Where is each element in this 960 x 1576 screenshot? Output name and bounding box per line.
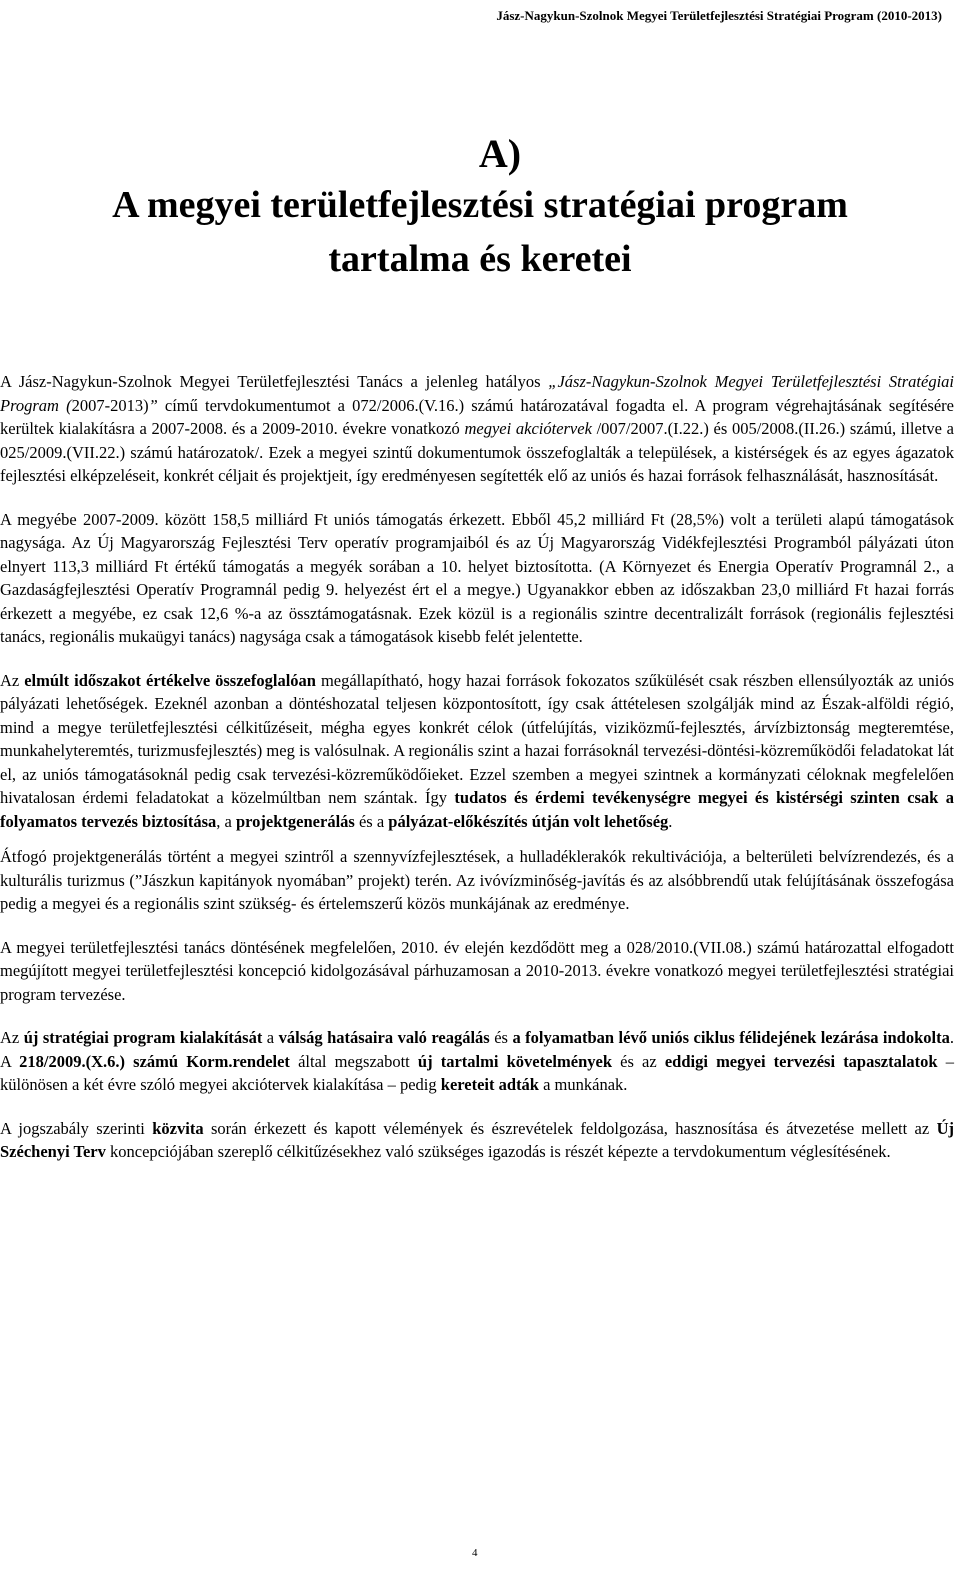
- chapter-title-line-1: A megyei területfejlesztési stratégiai program: [112, 184, 848, 226]
- p3-bold-4: pályázat-előkészítés útján volt lehetőség: [388, 811, 669, 831]
- p6-text-4: . A: [0, 1028, 954, 1071]
- p6-bold-4: 218/2009.(X.6.) számú Korm.rendelet: [19, 1051, 290, 1071]
- paragraph-6: [0, 1026, 954, 1097]
- p1-text-2: című tervdokumentumot a 072/2006.(V.16.) számú határozatával fogadta el. A program végrehajtásának segítésére kerültek kialakításra a 2007-2008. és a 2009-2010. évekre vonatkozó: [0, 395, 954, 438]
- p6-text-2: a: [262, 1028, 279, 1047]
- p1-text-3: /007/2007.(I.22.) és 005/2008.(II.26.) számú, illetve a 025/2009.(VII.22.) számú határozatok/. Ezek a megyei szintű dokumentumok összefoglalták a települések, a kistérségek és az egyes ágazatok fejlesztési elképzeléseit, konkrét céljait és projektjeit, így eredményesen segítették elő az uniós és hazai források felhasználását, hasznosítását.: [0, 419, 954, 485]
- p1-program-years: 2007-2013): [71, 395, 149, 415]
- paragraph-2: A megyébe 2007-2009. között 158,5 milliárd Ft uniós támogatás érkezett. Ebből 45,2 milliárd Ft (28,5%) volt a területi alapú támogatások nagysága. Az Új Magyarország Fejlesztési Terv operatív programjaiból és az Új Magyarország Vidékfejlesztési Programból pályázati úton elnyert 113,3 milliárd Ft értékű támogatás a megyék sorában a 10. helyet biztosította. (A Környezet és Energia Operatív Programnál 2., a Gazdaságfejlesztési Operatív Programnál pedig 9. helyezést ért el a megye.) Ugyanakkor ebben az időszakban 23,0 milliárd Ft hazai forrás érkezett a megyébe, ez csak 12,6 %-a az össztámogatásnak. Ezek közül is a regionális szintre decentralizált források (regionális fejlesztési tanács, regionális mukaügyi tanács) nagysága csak a támogatások kisebb felét jelentette.: [0, 509, 954, 646]
- p3-text-2: megállapítható, hogy hazai források fokozatos szűkülését csak részben ellensúlyozták az uniós pályázati lehetőségek. Ezeknél azonban a döntéshozatal teljesen központosított, így csak áttételesen szolgálják mind az Észak-alföldi régió, mind a megye területfejlesztési célkitűzéseit, mégha egyes konkrét célok (útfelújítás, viziközmű-fejlesztés, árvízbiztonság megteremtése, munkahelyteremtés, turizmusfejlesztés) meg is valósulnak. A regionális szint a hazai forrásoknál tervezési-döntési-közreműködői feladatokat lát el, az uniós támogatásoknál pedig csak tervezési-közreműködőieket. Ezzel szemben a megyei szintnek a kormányzati céloknak megfelelően hivatalosan érdemi feladatokat a közelmúltban nem szántak. Így: [0, 670, 954, 807]
- chapter-title-line-2: tartalma és keretei: [328, 238, 632, 280]
- p3-bold-1: elmúlt időszakot értékelve összefoglalóan: [24, 670, 316, 690]
- p6-text-8: a munkának.: [538, 1075, 628, 1094]
- p3-bold-3: projektgenerálás: [235, 811, 355, 831]
- chapter-letter: A): [478, 131, 522, 176]
- body-text: [0, 370, 954, 1184]
- p7-text-3: koncepciójában szereplő célkitűzésekhez való szükséges igazodás is részét képezte a tervdokumentum véglesítésének.: [105, 1142, 891, 1161]
- p1-quote-close: ”: [148, 395, 165, 415]
- p7-bold-2: Új Széchenyi Terv: [0, 1118, 954, 1161]
- p7-bold-1: közvita: [152, 1118, 204, 1138]
- p1-program-title: „Jász-Nagykun-Szolnok Megyei Területfejlesztési Stratégiai Program (: [0, 372, 954, 415]
- paragraph-3: [0, 669, 954, 834]
- p3-bold-2: tudatos és érdemi tevékenységre megyei és kistérségi szinten csak a folyamatos tervezés biztosítása: [0, 788, 954, 831]
- p6-bold-3: a folyamatban lévő uniós ciklus félidejének lezárása indokolta: [512, 1028, 950, 1047]
- running-header: Jász-Nagykun-Szolnok Megyei Területfejlesztési Stratégiai Program (2010-2013): [496, 8, 942, 23]
- p6-text-5: által megszabott: [289, 1051, 418, 1071]
- p3-text-3: , a: [216, 811, 236, 831]
- p6-text-7: – különösen a két évre szóló megyei akciótervek kialakítása – pedig: [0, 1051, 955, 1094]
- p3-text-5: .: [668, 811, 673, 831]
- p6-text: Az: [0, 1028, 24, 1047]
- p7-text: A jogszabály szerinti: [0, 1118, 153, 1138]
- p6-bold-1: új stratégiai program kialakítását: [23, 1028, 263, 1047]
- p6-bold-2: válság hatásaira való reagálás: [278, 1028, 490, 1047]
- p6-text-3: és: [489, 1028, 513, 1047]
- p3-text: Az: [0, 670, 25, 690]
- paragraph-1: [0, 370, 954, 488]
- p6-text-6: és az: [612, 1051, 665, 1071]
- p1-text: A Jász-Nagykun-Szolnok Megyei Területfejlesztési Tanács a jelenleg hatályos: [0, 372, 549, 391]
- p6-bold-6: eddigi megyei tervezési tapasztalatok: [664, 1051, 938, 1071]
- p6-bold-7: kereteit adták: [440, 1075, 539, 1094]
- p6-bold-5: új tartalmi követelmények: [417, 1051, 612, 1071]
- page-number: 4: [472, 1547, 478, 1559]
- paragraph-5: A megyei területfejlesztési tanács döntésének megfelelően, 2010. év elején kezdődött meg a 028/2010.(VII.08.) számú határozattal elfogadott megújított megyei területfejlesztési koncepció kidolgozásával párhuzamosan a 2010-2013. évekre vonatkozó megyei területfejlesztési stratégiai program tervezése.: [0, 937, 954, 1004]
- p3-text-4: és a: [354, 811, 389, 831]
- chapter-title: [0, 130, 960, 286]
- paragraph-7: [0, 1117, 954, 1164]
- p7-text-2: során érkezett és kapott vélemények és észrevételek feldolgozása, hasznosítása és átvezetése mellett az: [203, 1118, 937, 1138]
- p1-action-plans: megyei akciótervek: [464, 419, 592, 438]
- paragraph-4: Átfogó projektgenerálás történt a megyei szintről a szennyvízfejlesztések, a hulladéklerakók rekultivációja, a belterületi belvízrendezés, és a kulturális turizmus (”Jászkun kapitányok nyomában” projekt) terén. Az ivóvízminőség-javítás és az alsóbbrendű utak felújításának összefogása pedig a megyei és a regionális szint szükség- és értelemszerű közös munkájának az eredménye.: [0, 847, 954, 913]
